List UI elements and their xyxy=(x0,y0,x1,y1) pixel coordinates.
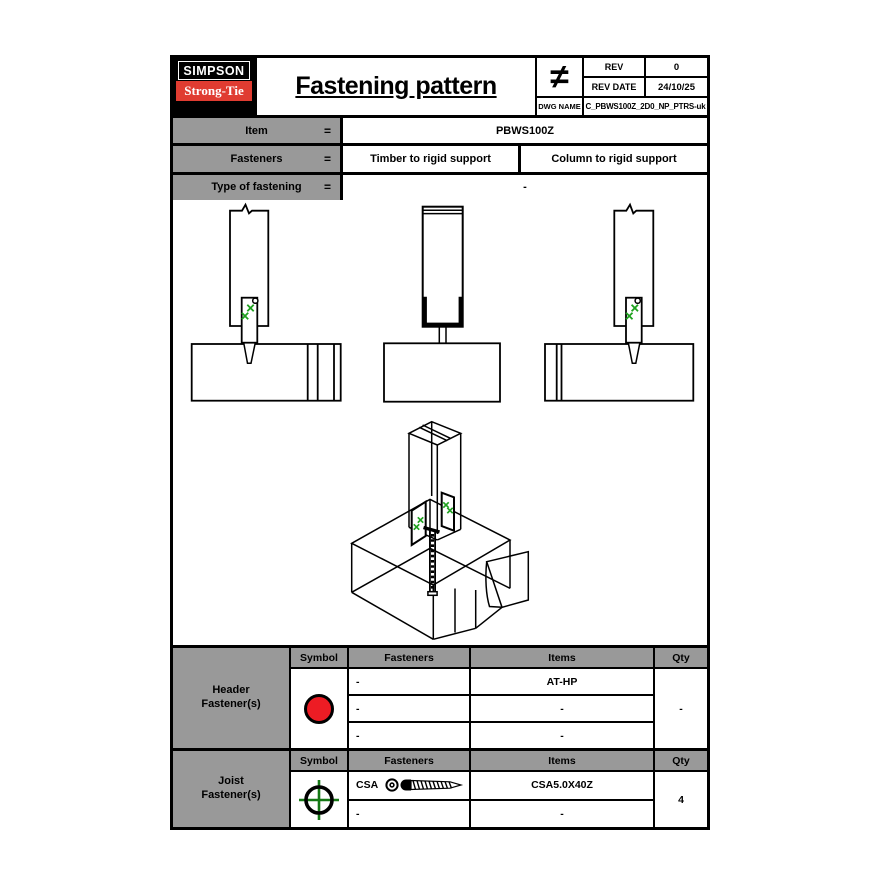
joist-fastener-symbol-cell xyxy=(291,772,347,827)
item-cell: - xyxy=(471,801,653,828)
rev-date-value: 24/10/25 xyxy=(646,78,707,96)
isometric-view-drawing xyxy=(352,422,529,640)
item-cell: AT-HP xyxy=(471,669,653,694)
sheet-title: Fastening pattern xyxy=(295,72,497,100)
label-line2: Fastener(s) xyxy=(201,698,261,710)
drawing-area xyxy=(173,200,707,645)
equals-sign: = xyxy=(323,123,331,138)
fastener-cell: - xyxy=(349,669,469,694)
fasteners-row-label xyxy=(173,146,343,171)
fastener-cell: - xyxy=(349,723,469,748)
table-row xyxy=(173,172,707,200)
column-header-fasteners: Fasteners xyxy=(349,648,469,667)
title-block xyxy=(173,58,707,115)
item-value: PBWS100Z xyxy=(495,124,555,137)
rev-date-label: REV DATE xyxy=(584,78,644,96)
column-header-qty: Qty xyxy=(655,648,707,667)
csa-label: CSA xyxy=(356,779,379,792)
item-cell: CSA5.0X40Z xyxy=(471,772,653,799)
red-circle-symbol-icon xyxy=(302,692,336,726)
rev-value: 0 xyxy=(646,58,707,76)
joist-fasteners-row-label xyxy=(173,751,289,827)
item-row-label xyxy=(173,118,343,143)
column-header-symbol: Symbol xyxy=(291,648,347,667)
column-header-qty: Qty xyxy=(655,751,707,770)
label-line1: Header xyxy=(212,684,250,697)
label-text: Item xyxy=(245,124,268,137)
equals-sign: = xyxy=(323,151,331,166)
column-header-items: Items xyxy=(471,648,653,667)
item-cell: - xyxy=(471,723,653,748)
type-of-fastening-value: - xyxy=(523,181,527,194)
header-fasteners-table xyxy=(173,645,707,748)
table-row xyxy=(173,118,707,143)
logo-strongtie-text: Strong-Tie xyxy=(176,81,252,101)
simpson-strongtie-logo xyxy=(173,58,257,115)
column-header-items: Items xyxy=(471,751,653,770)
qty-cell: - xyxy=(655,669,707,748)
fasteners-value-2: Column to rigid support xyxy=(518,146,707,171)
fasteners-value-1: Timber to rigid support xyxy=(370,152,491,165)
fastener-cell: - xyxy=(349,801,469,828)
header-fasteners-row-label xyxy=(173,648,289,748)
projection-symbol-icon: ≠ xyxy=(537,58,582,96)
crosshair-symbol-icon xyxy=(296,777,342,823)
revision-block xyxy=(537,58,707,115)
column-header-symbol: Symbol xyxy=(291,751,347,770)
label-line1: Joist xyxy=(218,775,244,788)
label-text: Type of fastening xyxy=(211,181,302,194)
screw-icon xyxy=(384,777,466,793)
column-header-fasteners: Fasteners xyxy=(349,751,469,770)
rev-label: REV xyxy=(584,58,644,76)
back-view-drawing xyxy=(545,205,693,401)
item-info-table xyxy=(173,115,707,200)
header-fastener-symbol-cell xyxy=(291,669,347,748)
type-of-fastening-row-label xyxy=(173,175,343,200)
drawing-sheet xyxy=(170,55,710,830)
front-view-drawing xyxy=(192,205,341,401)
dwg-name-label: DWG NAME xyxy=(537,98,582,115)
fastener-cell: - xyxy=(349,696,469,721)
label-line2: Fastener(s) xyxy=(201,789,261,801)
side-view-drawing xyxy=(384,207,500,402)
qty-cell: 4 xyxy=(655,772,707,827)
technical-drawing xyxy=(173,200,707,645)
fastener-cell-csa xyxy=(349,772,469,799)
table-row xyxy=(173,143,707,171)
sheet-title-cell xyxy=(257,58,537,115)
item-cell: - xyxy=(471,696,653,721)
joist-fasteners-table xyxy=(173,748,707,827)
logo-simpson-text: SIMPSON xyxy=(178,61,250,80)
equals-sign: = xyxy=(323,180,331,195)
dwg-name-value: C_PBWS100Z_2D0_NP_PTRS-uk xyxy=(584,98,707,115)
label-text: Fasteners xyxy=(230,152,283,165)
